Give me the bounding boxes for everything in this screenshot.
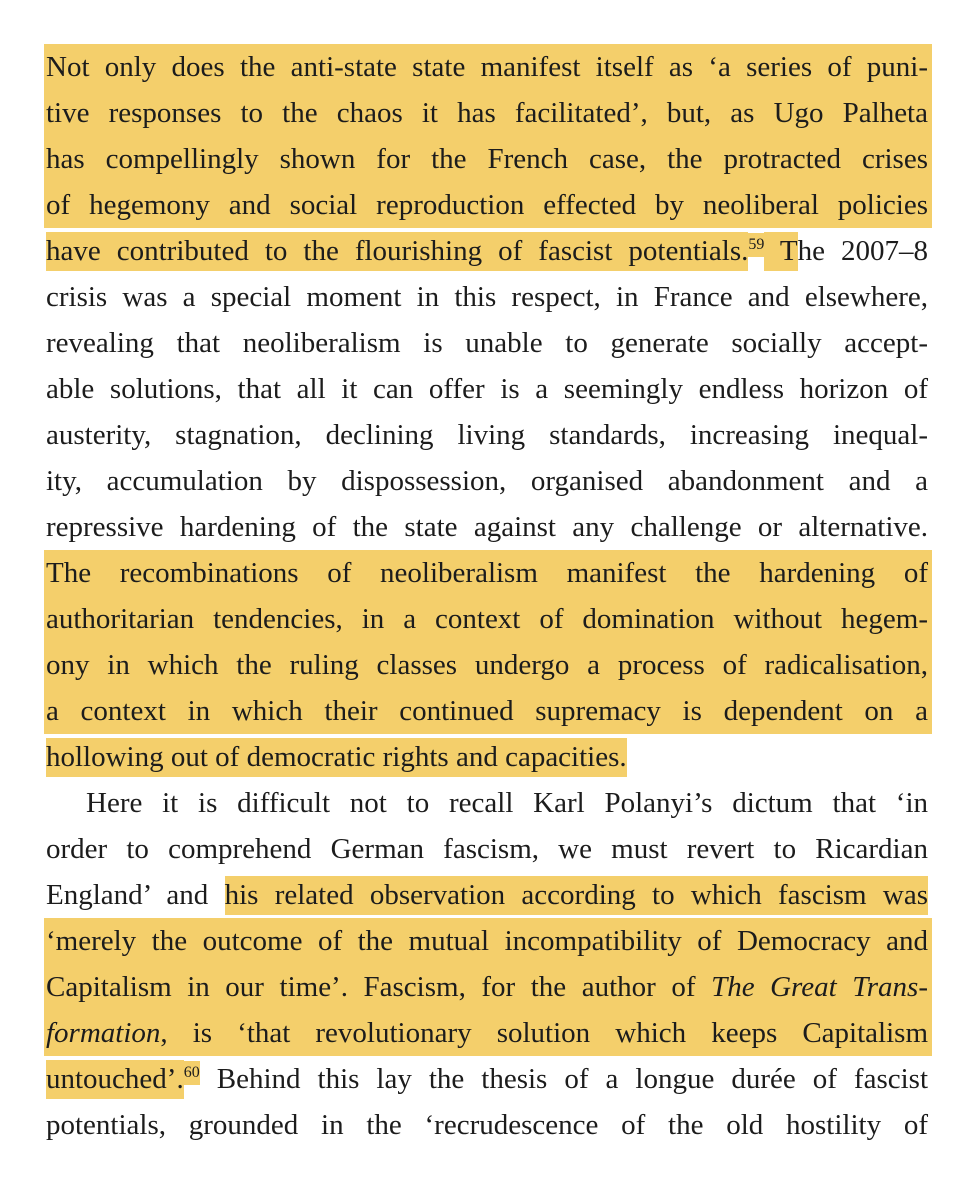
- text-segment: potentials, grounded in the ‘recrudescence of the old hostility of: [46, 1109, 928, 1141]
- text-segment: austerity, stagnation, declining living standards, increasing inequal-: [46, 419, 928, 451]
- text-line: [46, 228, 928, 274]
- text-segment: Not only does the anti-state state manifest itself as ‘a series of puni-: [46, 51, 928, 83]
- text-line: [44, 44, 932, 90]
- text-line: [46, 1102, 928, 1148]
- text-segment: he 2007–8: [797, 235, 928, 267]
- text-segment: his related observation according to which fascism was: [224, 879, 928, 911]
- footnote-ref: 60: [183, 1064, 200, 1081]
- text-segment: England’ and: [46, 879, 225, 911]
- footnote-ref: 59: [748, 236, 765, 253]
- text-line: [46, 412, 928, 458]
- text-segment: tive responses to the chaos it has facilitated’, but, as Ugo Palheta: [46, 97, 928, 129]
- text-segment: have contributed to the flourishing of fascist potentials.: [46, 235, 749, 267]
- text-line: [46, 872, 928, 918]
- text-segment: untouched’.: [46, 1063, 184, 1095]
- text-line: [44, 550, 932, 596]
- text-segment: able solutions, that all it can offer is a seemingly endless horizon of: [46, 373, 928, 405]
- italic-title: The Great Trans-: [711, 971, 928, 1003]
- text-segment: ‘merely the outcome of the mutual incompatibility of Democracy and: [46, 925, 928, 957]
- text-line: [46, 504, 928, 550]
- text-segment: Capitalism in our time’. Fascism, for the author of: [46, 971, 712, 1003]
- text-line: [46, 366, 928, 412]
- text-line: [44, 182, 932, 228]
- text-segment: Behind this lay the thesis of a longue durée of fascist: [199, 1063, 928, 1095]
- text-line: [44, 688, 932, 734]
- text-segment: repressive hardening of the state against any challenge or alternative.: [46, 511, 928, 543]
- text-segment: a context in which their continued supremacy is dependent on a: [46, 695, 928, 727]
- text-line: [44, 136, 932, 182]
- text-line: [44, 642, 932, 688]
- text-segment: ity, accumulation by dispossession, organised abandonment and a: [46, 465, 928, 497]
- text-segment: ony in which the ruling classes undergo a process of radicalisation,: [46, 649, 928, 681]
- text-line: [46, 274, 928, 320]
- text-segment: authoritarian tendencies, in a context of domination without hegem-: [46, 603, 928, 635]
- text-line: [46, 780, 928, 826]
- text-line: [44, 1010, 932, 1056]
- text-segment: of hegemony and social reproduction effected by neoliberal policies: [46, 189, 928, 221]
- text-line: [44, 918, 932, 964]
- text-line: [46, 320, 928, 366]
- text-segment: The recombinations of neoliberalism manifest the hardening of: [46, 557, 928, 589]
- text-segment: has compellingly shown for the French case, the protracted crises: [46, 143, 928, 175]
- text-line: [46, 458, 928, 504]
- text-line: [44, 964, 932, 1010]
- text-segment: order to comprehend German fascism, we must revert to Ricardian: [46, 833, 928, 865]
- text-line: [46, 1056, 928, 1102]
- text-line: [44, 90, 932, 136]
- text-segment: Here it is difficult not to recall Karl Polanyi’s dictum that ‘in: [86, 787, 928, 819]
- text-segment: crisis was a special moment in this respect, in France and elsewhere,: [46, 281, 928, 313]
- italic-title: formation: [46, 1017, 161, 1049]
- text-line: [46, 826, 928, 872]
- text-segment: T: [764, 235, 798, 267]
- text-line: [44, 596, 932, 642]
- text-line: [46, 734, 928, 780]
- text-segment: hollowing out of democratic rights and capacities.: [46, 741, 627, 773]
- text-segment: , is ‘that revolutionary solution which keeps Capitalism: [160, 1017, 928, 1049]
- text-segment: revealing that neoliberalism is unable to generate socially accept-: [46, 327, 928, 359]
